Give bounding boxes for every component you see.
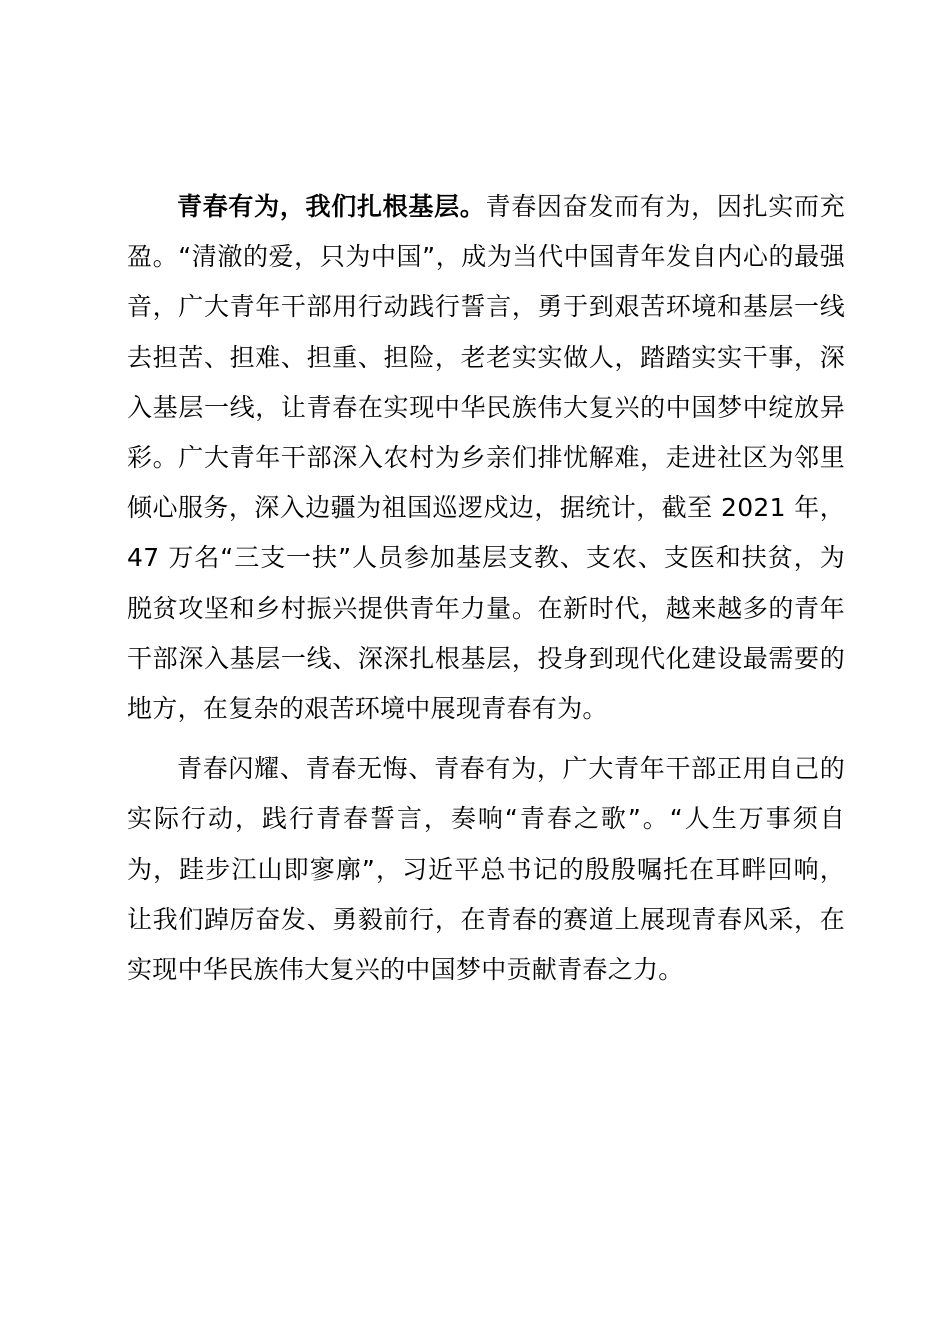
paragraph-1-text: 青春因奋发而有为，因扎实而充盈。“清澈的爱，只为中国”，成为当代中国青年发自内心的最强音，广大青年干部用行动践行誓言，勇于到艰苦环境和基层一线去担苦、担难、担重、担险，老老实实做人，踏踏实实干事，深入基层一线，让青春在实现中华民族伟大复兴的中国梦中绽放异彩。广大青年干部深入农村为乡亲们排忧解难，走进社区为邻里倾心服务，深入边疆为祖国巡逻戍边，据统计，截至 2021 年，47 万名“三支一扶”人员参加基层支教、支农、支医和扶贫，为脱贫攻坚和乡村振兴提供青年力量。在新时代，越来越多的青年干部深入基层一线、深深扎根基层，投身到现代化建设最需要的地方，在复杂的艰苦环境中展现青春有为。: [127, 192, 845, 724]
paragraph-1-lead: 青春有为，我们扎根基层。: [177, 192, 486, 221]
paragraph-2-text: 青春闪耀、青春无悔、青春有为，广大青年干部正用自己的实际行动，践行青春誓言，奏响“青春之歌”。“人生万事须自为，跬步江山即寥廓”，习近平总书记的殷殷嘱托在耳畔回响，让我们踔厉奋发、勇毅前行，在青春的赛道上展现青春风采，在实现中华民族伟大复兴的中国梦中贡献青春之力。: [127, 754, 845, 985]
paragraph-2: [127, 744, 845, 995]
paragraph-1: [127, 182, 845, 734]
document-body: [127, 182, 845, 995]
